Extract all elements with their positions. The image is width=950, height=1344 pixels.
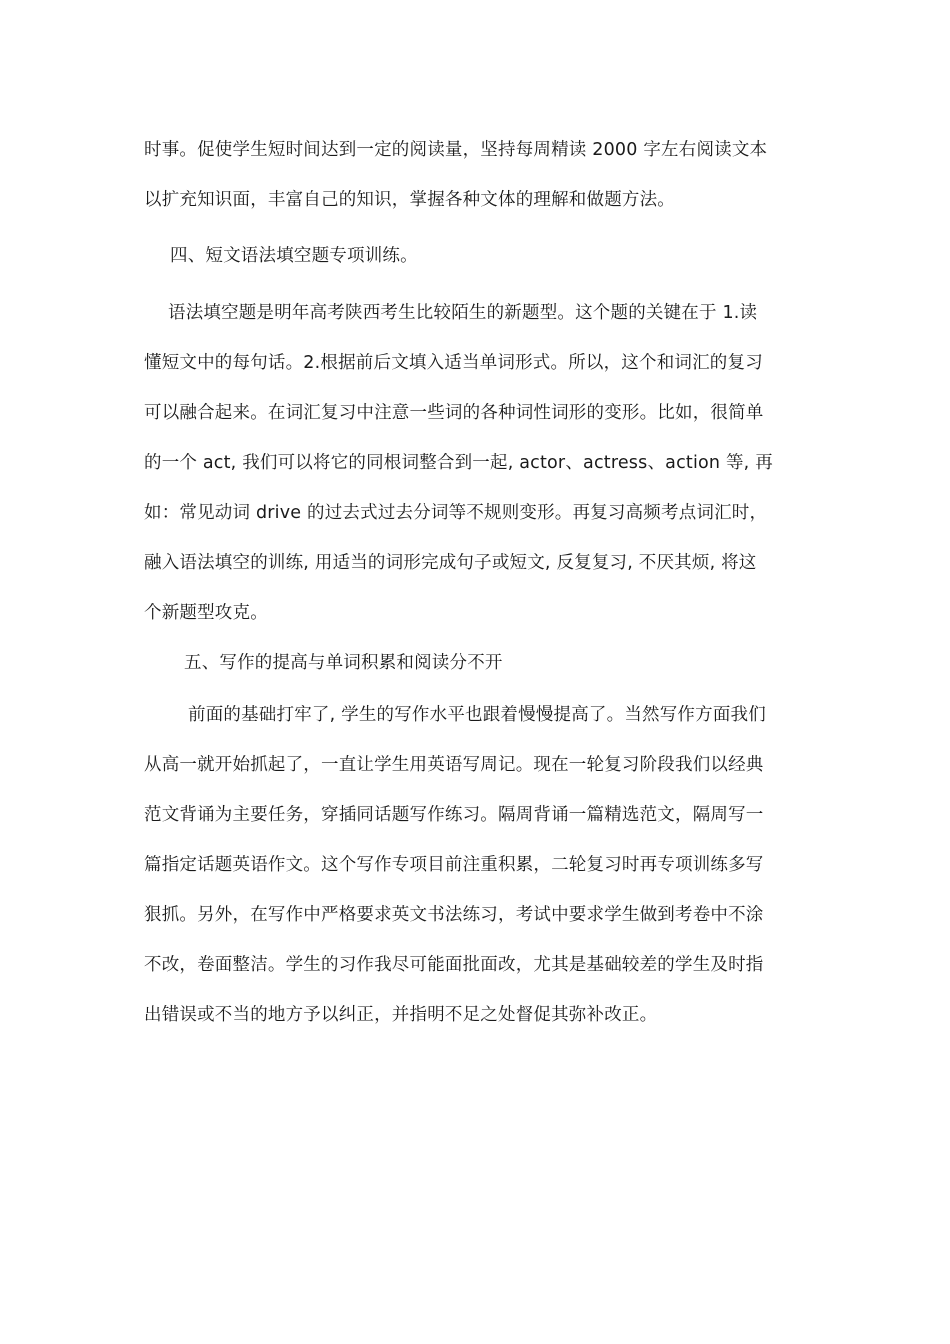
writing-line-6: 不改，卷面整洁。学生的习作我尽可能面批面改，尤其是基础较差的学生及时指	[144, 955, 764, 975]
grammar-line-4: 的一个 act, 我们可以将它的同根词整合到一起, actor、actress、action 等, 再	[144, 453, 773, 473]
section-heading-five: 五、写作的提高与单词积累和阅读分不开	[184, 653, 503, 673]
grammar-line-7: 个新题型攻克。	[144, 603, 268, 623]
grammar-line-2: 懂短文中的每句话。2.根据前后文填入适当单词形式。所以，这个和词汇的复习	[144, 353, 763, 373]
grammar-line-1: 语法填空题是明年高考陕西考生比较陌生的新题型。这个题的关键在于 1.读	[168, 303, 758, 323]
writing-line-1: 前面的基础打牢了, 学生的写作水平也跟着慢慢提高了。当然写作方面我们	[188, 705, 766, 725]
section-heading-four: 四、短文语法填空题专项训练。	[170, 246, 418, 266]
writing-line-4: 篇指定话题英语作文。这个写作专项目前注重积累，二轮复习时再专项训练多写	[144, 855, 764, 875]
grammar-line-6: 融入语法填空的训练, 用适当的词形完成句子或短文, 反复复习, 不厌其烦, 将这	[144, 553, 757, 573]
writing-line-2: 从高一就开始抓起了，一直让学生用英语写周记。现在一轮复习阶段我们以经典	[144, 755, 764, 775]
writing-line-5: 狠抓。另外，在写作中严格要求英文书法练习，考试中要求学生做到考卷中不涂	[144, 905, 764, 925]
grammar-line-5: 如：常见动词 drive 的过去式过去分词等不规则变形。再复习高频考点词汇时，	[144, 503, 768, 523]
grammar-line-3: 可以融合起来。在词汇复习中注意一些词的各种词性词形的变形。比如，很简单	[144, 403, 764, 423]
writing-line-3: 范文背诵为主要任务，穿插同话题写作练习。隔周背诵一篇精选范文，隔周写一	[144, 805, 764, 825]
intro-line-2: 以扩充知识面，丰富自己的知识，掌握各种文体的理解和做题方法。	[144, 190, 675, 210]
writing-line-7: 出错误或不当的地方予以纠正，并指明不足之处督促其弥补改正。	[144, 1005, 658, 1025]
intro-line-1: 时事。促使学生短时间达到一定的阅读量，坚持每周精读 2000 字左右阅读文本	[144, 140, 768, 160]
